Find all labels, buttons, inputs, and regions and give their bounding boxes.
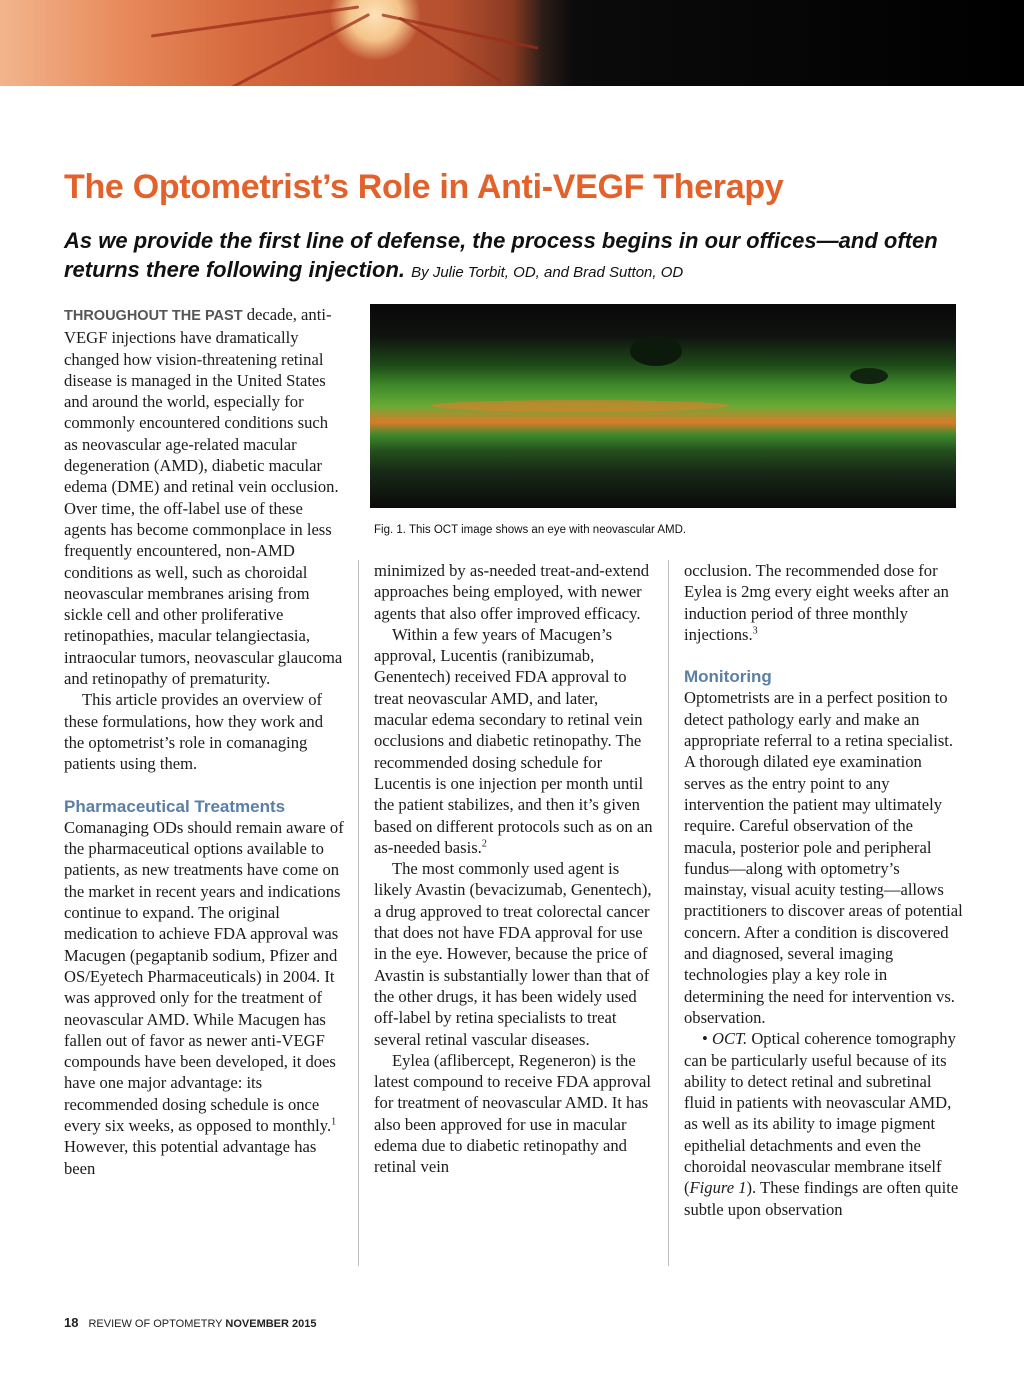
column-1 bbox=[64, 304, 344, 1179]
pharma-paragraph bbox=[64, 817, 344, 1179]
figure-reference: Figure 1 bbox=[689, 1178, 747, 1198]
deck-text: As we provide the first line of defense, the process begins in our offices—and often returns there following injection. bbox=[64, 228, 938, 282]
figure-caption: Fig. 1. This OCT image shows an eye with neovascular AMD. bbox=[374, 524, 687, 536]
oct-paragraph bbox=[684, 1028, 964, 1220]
eylea-paragraph: Eylea (aflibercept, Regeneron) is the latest compound to receive FDA approval for treatment of neovascular AMD. It has also been approved for use in macular edema due to diabetic retinopathy and retinal vein bbox=[374, 1050, 651, 1177]
column-divider bbox=[668, 560, 669, 1266]
page-number: 18 bbox=[64, 1315, 79, 1330]
column-3 bbox=[684, 560, 964, 1220]
oct-image bbox=[370, 304, 956, 508]
reference-3: 3 bbox=[752, 625, 758, 637]
paragraph bbox=[684, 560, 964, 645]
oct-text-cont: ). These findings are often quite subtle upon observation bbox=[684, 1178, 959, 1219]
pharma-text: Comanaging ODs should remain aware of the pharmaceutical options available to patients, as new treatments have come on the market in recent years and indications continue to expand. The original medication to achieve FDA approval was Macugen (pegaptanib sodium, Pfizer and OS/Eyetech Pharmaceuticals) in 2004. It was approved only for the treatment of neovascular AMD. While Macugen has fallen out of favor as newer anti-VEGF compounds have been developed, it does have one major advantage: its recommended dosing schedule is once every six weeks, as opposed to monthly. bbox=[64, 817, 344, 1135]
byline: By Julie Torbit, OD, and Brad Sutton, OD bbox=[411, 264, 684, 281]
eylea-text: occlusion. The recommended dose for Eylea is 2mg every eight weeks after an induction period of three monthly injections. bbox=[684, 561, 949, 644]
lead-in: THROUGHOUT THE PAST bbox=[64, 308, 243, 324]
publication-name: REVIEW OF OPTOMETRY bbox=[88, 1318, 223, 1330]
retinal-vessel bbox=[151, 5, 359, 37]
retinal-vessel bbox=[398, 16, 501, 82]
oct-label: OCT. bbox=[711, 1029, 748, 1049]
intro-paragraph bbox=[64, 304, 344, 689]
pharma-text-cont: However, this potential advantage has been bbox=[64, 1137, 317, 1178]
bullet: • bbox=[702, 1029, 712, 1049]
oct-text: Optical coherence tomography can be particularly useful because of its ability to detect retinal and subretinal fluid in patients with neovascular AMD, as well as its ability to image pigment epithelial detachments and even the choroidal neovascular membrane itself ( bbox=[684, 1029, 956, 1198]
lucentis-paragraph bbox=[374, 624, 654, 858]
rpe-layer bbox=[430, 400, 730, 412]
intro-text: decade, anti-VEGF injections have dramatically changed how vision-threatening retinal disease is managed in the United States and around the world, especially for commonly encountered conditions such as neovascular age-related macular degeneration (AMD), diabetic macular edema (DME) and retinal vein occlusion. Over time, the off-label use of these agents has become commonplace in less frequently encountered, non-AMD conditions as well, such as choroidal neovascular membranes arising from sickle cell and other proliferative retinopathies, macular telangiectasia, intraocular tumors, neovascular glaucoma and retinopathy of prematurity. bbox=[64, 305, 343, 689]
article-deck bbox=[64, 226, 944, 287]
column-2 bbox=[374, 560, 654, 1178]
article-title: The Optometrist’s Role in Anti-VEGF Therapy bbox=[64, 168, 784, 206]
avastin-paragraph: The most commonly used agent is likely Avastin (bevacizumab, Genentech), a drug approved to treat colorectal cancer that does not have FDA approval for use in the eye. However, because the price of Avastin is substantially lower than that of the other drugs, it has been widely used off-label by retina specialists to treat several retinal vascular diseases. bbox=[374, 859, 652, 1049]
paragraph: minimized by as-needed treat-and-extend approaches being employed, with newer agents that also offer improved efficacy. bbox=[374, 561, 650, 623]
section-heading-monitoring: Monitoring bbox=[684, 667, 772, 687]
column-divider bbox=[358, 560, 359, 1266]
fluid-pocket bbox=[850, 368, 888, 384]
reference-1: 1 bbox=[331, 1116, 337, 1128]
section-heading-pharmaceutical: Pharmaceutical Treatments bbox=[64, 796, 286, 816]
header-banner-image bbox=[0, 0, 1024, 86]
fluid-pocket bbox=[630, 336, 682, 366]
lucentis-text: Within a few years of Macugen’s approval, Lucentis (ranibizumab, Genentech) received FDA approval to treat neovascular AMD, and later, macular edema secondary to retinal vein occlusions and diabetic retinopathy. The recommended dosing schedule for Lucentis is one injection per month until the patient stabilizes, and then it’s given based on different protocols such as on an as-needed basis. bbox=[374, 624, 653, 857]
reference-2: 2 bbox=[481, 838, 487, 850]
overview-paragraph: This article provides an overview of these formulations, how they work and the optometrist’s role in comanaging patients using them. bbox=[64, 690, 323, 774]
issue-date: NOVEMBER 2015 bbox=[225, 1318, 317, 1330]
page-footer bbox=[64, 1315, 316, 1330]
monitoring-paragraph: Optometrists are in a perfect position to detect pathology early and make an appropriate referral to a retina specialist. A thorough dilated eye examination serves as the entry point to any intervention the patient may ultimately require. Careful observation of the macula, posterior pole and peripheral fundus—along with optometry’s mainstay, visual acuity testing—allows practitioners to discover areas of potential concern. After a condition is discovered and diagnosed, several imaging technologies play a key role in determining the need for intervention vs. observation. bbox=[684, 688, 963, 1027]
